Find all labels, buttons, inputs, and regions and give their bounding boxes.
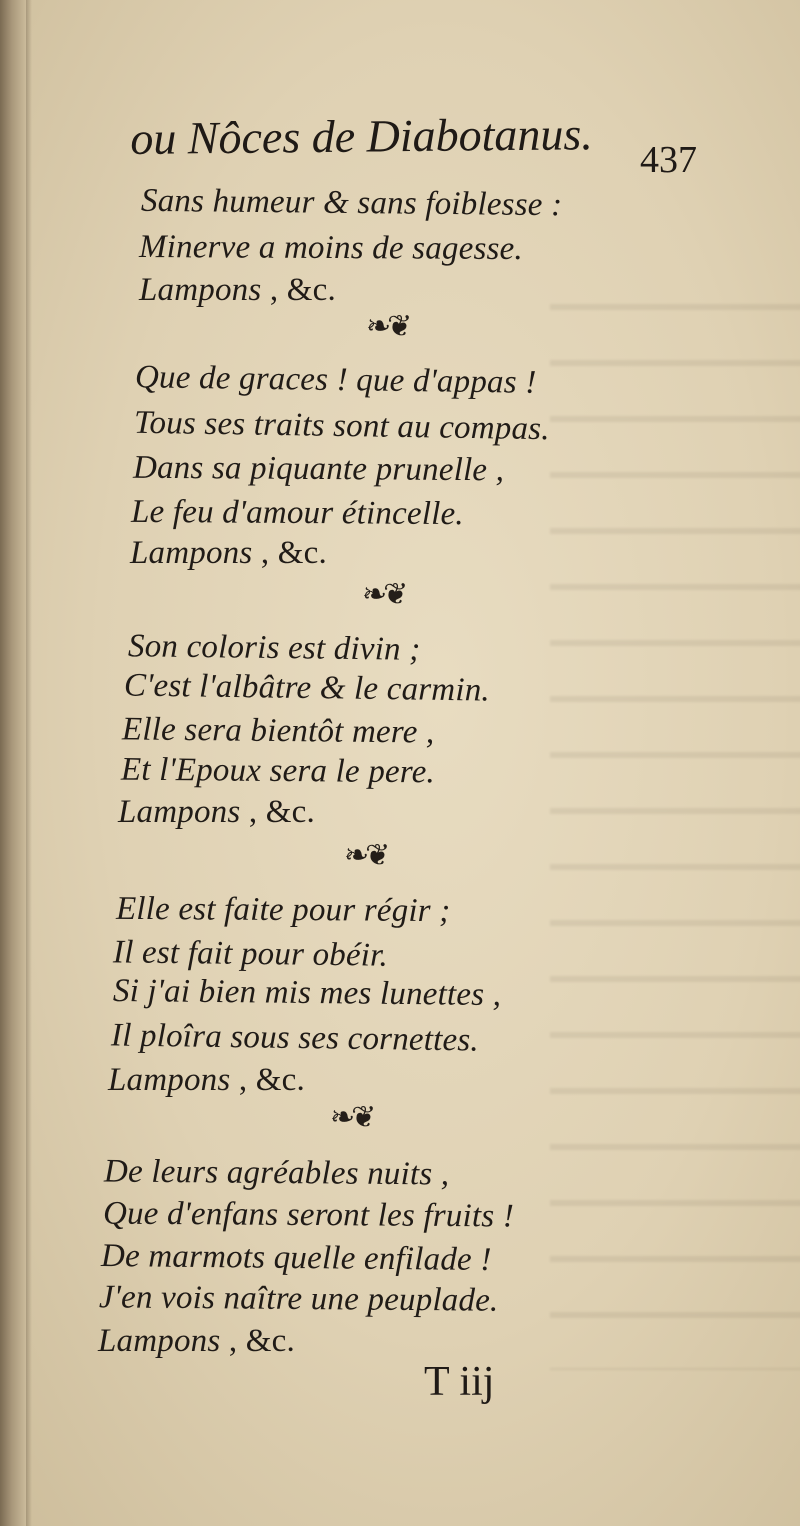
verse-line: Elle sera bientôt mere , <box>121 711 435 751</box>
verse-line: J'en vois naître une peuplade. <box>98 1279 499 1319</box>
refrain-line <box>130 537 327 570</box>
refrain-word: Lampons <box>130 535 253 571</box>
refrain-word: Lampons <box>139 272 262 308</box>
verse-line: Minerve a moins de sagesse. <box>138 228 524 268</box>
refrain-etc: , &c. <box>240 794 315 830</box>
fleuron-ornament: ❧❦ <box>366 310 409 343</box>
verse-line: Sans humeur & sans foiblesse : <box>140 182 563 224</box>
verse-line: Tous ses traits sont au compas. <box>133 404 550 448</box>
verse-line: De marmots quelle enfilade ! <box>100 1237 492 1279</box>
fleuron-ornament: ❧❦ <box>362 578 405 611</box>
verse-line: Si j'ai bien mis mes lunettes , <box>112 972 502 1014</box>
signature-mark: T iij <box>424 1359 495 1405</box>
verse-line: Il est fait pour obéir. <box>112 934 389 974</box>
refrain-line <box>108 1064 305 1097</box>
refrain-line <box>118 796 315 829</box>
verse-line: Il ploîra sous ses cornettes. <box>110 1017 480 1059</box>
refrain-word: Lampons <box>118 794 241 830</box>
refrain-word: Lampons <box>98 1323 221 1359</box>
refrain-etc: , &c. <box>261 272 336 308</box>
verse-line: Et l'Epoux sera le pere. <box>120 751 436 791</box>
verse-line: Elle est faite pour régir ; <box>115 890 451 930</box>
running-head: ou Nôces de Diabotanus. <box>130 108 594 164</box>
verse-line: Son coloris est divin ; <box>127 628 421 668</box>
refrain-etc: , &c. <box>252 535 327 571</box>
verse-line: C'est l'albâtre & le carmin. <box>123 667 491 709</box>
verse-line: Que d'enfans seront les fruits ! <box>102 1195 515 1235</box>
refrain-etc: , &c. <box>230 1062 305 1098</box>
verse-line: Le feu d'amour étincelle. <box>130 493 464 533</box>
verse-line: Que de graces ! que d'appas ! <box>134 359 537 401</box>
fleuron-ornament: ❧❦ <box>330 1101 373 1134</box>
page-number: 437 <box>640 139 697 181</box>
verse-line: De leurs agréables nuits , <box>103 1153 450 1193</box>
refrain-line <box>139 274 336 307</box>
fleuron-ornament: ❧❦ <box>344 839 387 872</box>
verse-line: Dans sa piquante prunelle , <box>132 449 505 489</box>
refrain-word: Lampons <box>108 1062 231 1098</box>
refrain-line <box>98 1325 295 1358</box>
refrain-etc: , &c. <box>220 1323 295 1359</box>
